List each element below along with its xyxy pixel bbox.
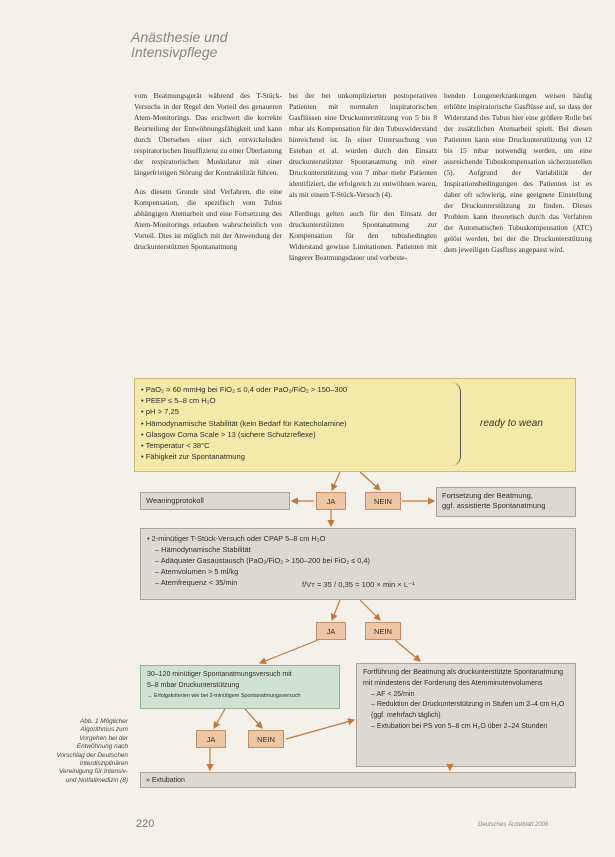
criterion-item: • Hämodynamische Stabilität (kein Bedarf für Katecholamine) xyxy=(141,418,569,429)
paragraph: bei der bei unkomplizierten postoperativen Patienten mit normalen inspiratorischen Gasflüssen eine Druckunterstützung von 5 bis 8 mbar als Kompensation für den Tubuswiderstand hinreichend ist. In einer Untersuchung von Esteban et al. wurden durch den Einsatz druckunterstützter Spontanatmung mit einer Druckunterstützung von 7 mbar mehr Patienten identifiziert, die erfolgreich zu entwöhnen waren, als mit einem T-Stück-Versuch (4). xyxy=(289,91,437,199)
yes-box: JA xyxy=(316,492,346,510)
yes-box: JA xyxy=(316,622,346,640)
rsbi-formula: f/Vт = 35 / 0,35 = 100 × min × L⁻¹ xyxy=(302,580,415,589)
continuation-item: – Extubation bei PS von 5–8 cm H₂O über 2–24 Stunden xyxy=(371,722,548,730)
trial-line: → Erfolgskriterien wie bei 2-minütigem Spontanatmungsversuch xyxy=(147,693,301,699)
continuation-item: – Reduktion der Druckunterstützung in Stufen um 2–4 cm H₂O (ggf. mehrfach täglich) xyxy=(371,701,565,720)
section-title: Anästhesie und Intensivpflege xyxy=(131,29,228,60)
test-item: – Hämodynamische Stabilität xyxy=(155,545,251,554)
test-item: – Atemfrequenz < 35/min xyxy=(155,578,238,587)
journal-footer: Deutsches Ärzteblatt 2006 xyxy=(478,822,549,828)
weaning-protocol-box: Weaningprotokoll xyxy=(140,492,290,510)
continue-ventilation-box: Fortsetzung der Beatmung, ggf. assistierte Spontanatmung xyxy=(436,487,576,517)
criterion-item: • PaO₂ > 60 mmHg bei FiO₂ ≤ 0,4 oder PaO₂/FiO₂ > 150–300 xyxy=(141,384,569,395)
test-title: • 2-minütiger T-Stück-Versuch oder CPAP 5–8 cm H₂O xyxy=(147,534,326,543)
trial-line: 5–8 mbar Druckunterstützung xyxy=(147,681,240,689)
page-number: 220 xyxy=(136,818,155,830)
criterion-item: • Fähigkeit zur Spontanatmung xyxy=(141,451,569,462)
paragraph: vom Beatmungsgerät während des T-Stück-Versuchs in der Regel den Vorteil des genaueren Atem-Monitorings. Das erschwert die korrekte Beurteilung der Entwöhnungsfähigkeit und kann durch Übersehen einer sich entwickelnden respiratorischen Insuffizienz zu einer Überlastung der respiratorischen Muskulatur mit einer längerfristigen Störung der Kontraktilität führen. xyxy=(134,91,282,177)
yes-box: JA xyxy=(196,730,226,748)
figure-caption: Abb. 1 Möglicher Algorithmus zum Vorgehen bei der Entwöhnung nach Vorschlag der Deutschen Interdisziplinären Vereinigung für Intensiv- und Notfallmedizin (8) xyxy=(56,718,128,784)
paragraph: henden Lungenerkrankungen weisen häufig erhöhte inspiratorische Gasflüsse auf, so dass der Widerstand des Tubus hier eine größere Rolle bei der zusätzlichen Atemarbeit spielt. Bei diesen Patienten kann eine Druckunterstützung von 12 bis 15 mbar notwendig werden, um eine ausreichende Tubuskompensation sicherzustellen (5). Aufgrund der Variabilität der Inspirationsbedingungen des Patienten ist es daher oft schwierig, eine geeignete Einstellung der Druckunterstützung zu finden. Dieses Problem kann theoretisch durch das Verfahren der Automatischen Tubuskompensation (ATC) gelöst werden, bei der die Druckunterstützung dem jeweiligen Gasfluss angepasst wird. xyxy=(444,91,592,254)
test-item: – Atemvolumen > 5 ml/kg xyxy=(155,567,239,576)
continuation-title: Fortführung der Beatmung als druckunterstützte Spontanatmung mit mindestens der Forderung des Atemminutenvolumens xyxy=(363,669,564,687)
criterion-item: • Glasgow Coma Scale > 13 (sichere Schutzreflexe) xyxy=(141,429,569,440)
test-item: – Adäquater Gasaustausch (PaO₂/FiO₂ > 150–200 bei FiO₂ ≤ 0,4) xyxy=(155,556,370,565)
paragraph: Aus diesem Grunde sind Verfahren, die eine Kompensation, die spezifisch vom Tubus abhängigen Atemarbeit und eine Fortsetzung des Atem-Monitorings erlauben wahrscheinlich von Vorteil. Dies ist möglich mit der Anwendung der druckunterstützten Spontanatmung xyxy=(134,187,282,251)
no-box: NEIN xyxy=(248,730,284,748)
ready-to-wean-label: ready to wean xyxy=(480,418,543,429)
criterion-item: • pH > 7,25 xyxy=(141,406,569,417)
no-box: NEIN xyxy=(365,622,401,640)
paragraph: Allerdings gelten auch für den Einsatz der druckunterstützten Spontanatmung zur Kompensation für den tubusbedingten Widerstand gewisse Limitationen. Patienten mit längerer Beatmungsdauer und vorbeste- xyxy=(289,209,437,262)
no-box: NEIN xyxy=(365,492,401,510)
continuation-item: – AF < 25/min xyxy=(371,690,415,698)
criterion-item: • Temperatur < 38°C xyxy=(141,440,569,451)
criterion-item: • PEEP ≤ 5–8 cm H₂O xyxy=(141,395,569,406)
extubation-box: » Extubation xyxy=(140,772,576,788)
trial-line: 30–120 minütiger Spontanatmungsversuch mit xyxy=(147,671,292,678)
